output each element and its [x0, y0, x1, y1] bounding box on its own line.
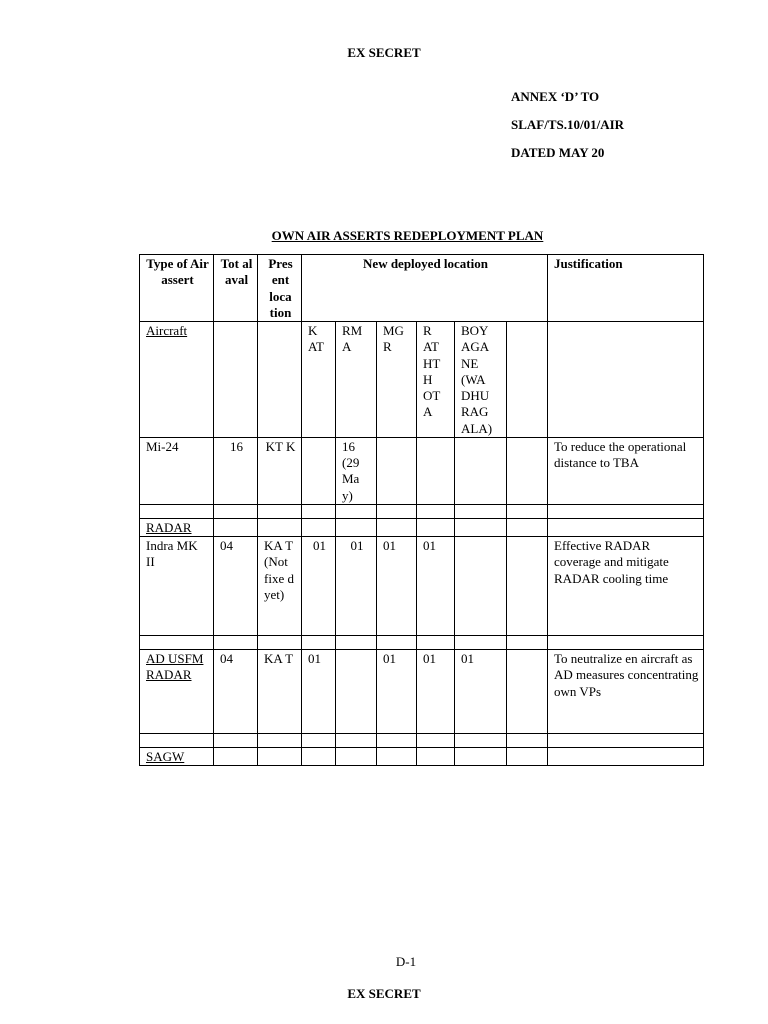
- present-location: KA T: [258, 650, 302, 734]
- asset-type: Mi-24: [140, 437, 214, 504]
- deployment-value: 01: [302, 537, 336, 636]
- table-header-row: [140, 255, 704, 322]
- location-rathathota-header: R AT HT H OT A: [417, 322, 455, 438]
- table-row-indra: [140, 537, 704, 636]
- annex-label: ANNEX ‘D’ TO: [511, 89, 600, 104]
- table-cell: [258, 322, 302, 438]
- table-cell: [455, 437, 507, 504]
- header-justification: Justification: [548, 255, 704, 322]
- plan-title: OWN AIR ASSERTS REDEPLOYMENT PLAN: [271, 228, 544, 243]
- location-kat-header: K AT: [302, 322, 336, 438]
- table-cell: [417, 437, 455, 504]
- total-available: 04: [214, 537, 258, 636]
- dated-line: DATED MAY 20: [511, 145, 605, 160]
- table-cell: [507, 437, 548, 504]
- deployment-value: 01: [302, 650, 336, 734]
- justification-text: Effective RADAR coverage and mitigate RADAR cooling time: [548, 537, 704, 636]
- justification-text: To reduce the operational distance to TBA: [548, 437, 704, 504]
- header-present-location: Pres ent loca tion: [258, 255, 302, 322]
- table-cell: [214, 322, 258, 438]
- table-cell: [377, 437, 417, 504]
- table-cell: [507, 650, 548, 734]
- table-row-spacer: [140, 636, 704, 650]
- total-available: 16: [214, 437, 258, 504]
- table-cell: [336, 650, 377, 734]
- classification-header: EX SECRET: [347, 45, 421, 60]
- asset-type: Indra MK II: [140, 537, 214, 636]
- table-cell: [548, 322, 704, 438]
- table-row-spacer: [140, 734, 704, 748]
- table-cell: [507, 537, 548, 636]
- table-row-sagw: [140, 748, 704, 766]
- page-number: D-1: [395, 954, 417, 969]
- classification-footer: EX SECRET: [347, 986, 421, 1001]
- deployment-value: 01: [336, 537, 377, 636]
- header-new-location: New deployed location: [302, 255, 548, 322]
- table-row-radar: [140, 518, 704, 536]
- table-cell: [507, 322, 548, 438]
- location-mgr-header: MG R: [377, 322, 417, 438]
- location-boyagane-header: BOY AGA NE (WA DHU RAG ALA): [455, 322, 507, 438]
- deployment-value: 01: [417, 537, 455, 636]
- table-cell: [455, 537, 507, 636]
- deployment-value: 01: [377, 537, 417, 636]
- table-row-ad-usfm-radar: [140, 650, 704, 734]
- table-row-mi24: [140, 437, 704, 504]
- category-aircraft: Aircraft: [140, 322, 214, 438]
- table-row-spacer: [140, 504, 704, 518]
- deployment-value: 01: [417, 650, 455, 734]
- location-rma-header: RM A: [336, 322, 377, 438]
- deployment-value: 01: [455, 650, 507, 734]
- table-cell: [302, 437, 336, 504]
- present-location: KT K: [258, 437, 302, 504]
- reference-number: SLAF/TS.10/01/AIR: [511, 117, 625, 132]
- header-total: Tot al aval: [214, 255, 258, 322]
- category-radar: RADAR: [140, 518, 214, 536]
- category-sagw: SAGW: [140, 748, 214, 766]
- present-location: KA T (Not fixe d yet): [258, 537, 302, 636]
- redeployment-table: [139, 254, 704, 766]
- header-type: Type of Air assert: [140, 255, 214, 322]
- deployment-value: 01: [377, 650, 417, 734]
- asset-type: AD USFM RADAR: [140, 650, 214, 734]
- table-row-aircraft: [140, 322, 704, 438]
- total-available: 04: [214, 650, 258, 734]
- deployment-value: 16 (29 Ma y): [336, 437, 377, 504]
- justification-text: To neutralize en aircraft as AD measures concentrating own VPs: [548, 650, 704, 734]
